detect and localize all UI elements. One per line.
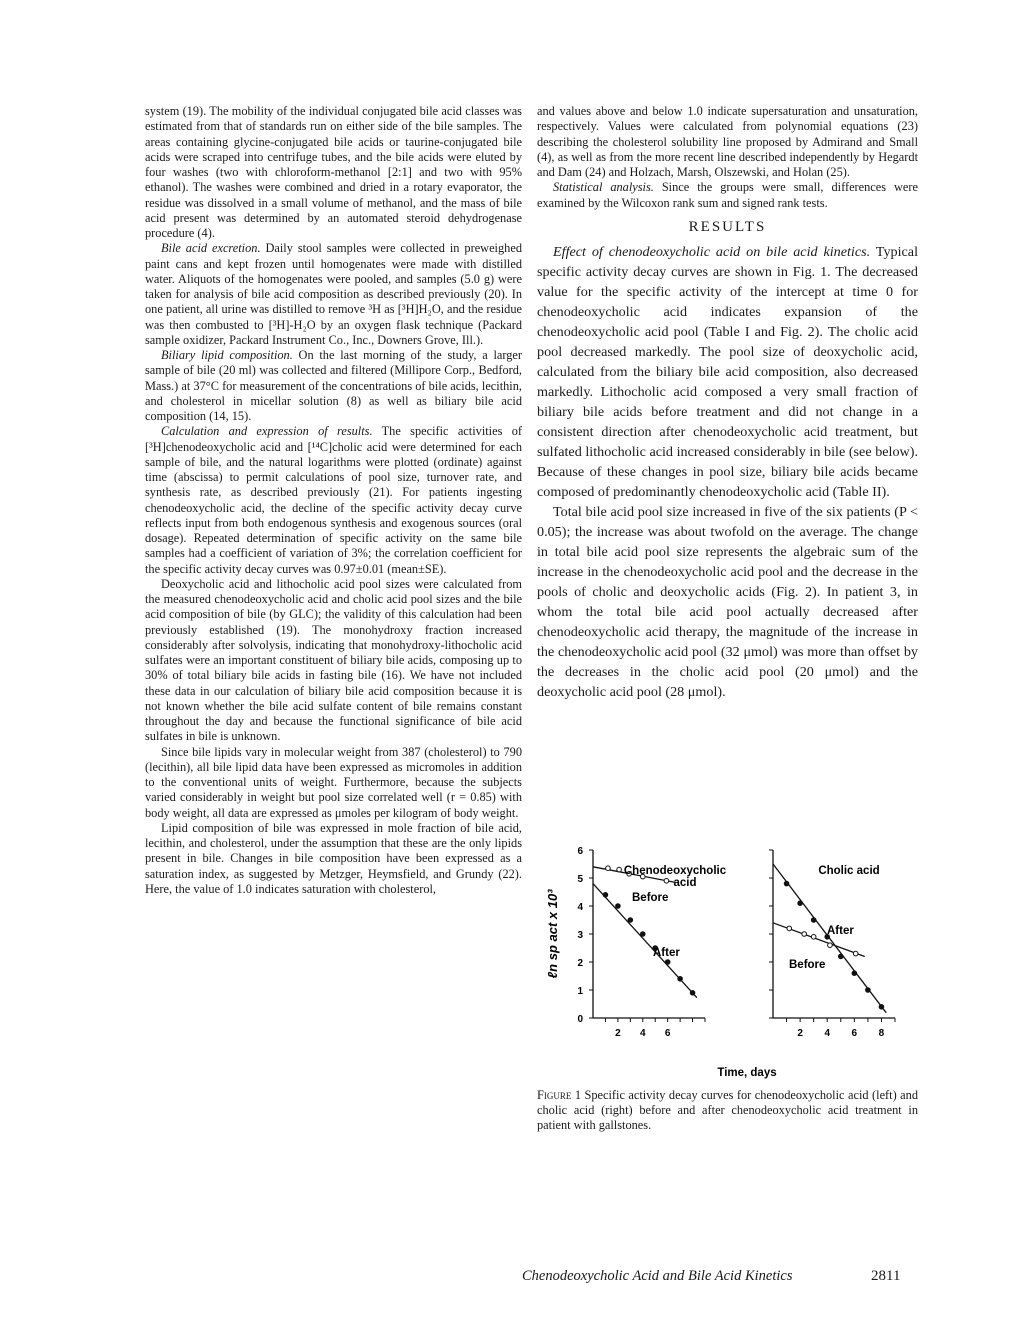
decay-curves-chart [537,836,918,1086]
right-column [537,104,918,702]
data-point-after [603,893,608,898]
paragraph-body: The specific activities of [³H]chenodeoxycholic acid and [¹⁴C]cholic acid were determined for each sample of bile, and the natural logarithms were plotted (ordinate) against time (abscissa) to permit calculations of pool size, turnover rate, and synthesis rate, as described previously (21). For patients ingesting chenodeoxycholic acid, the decline of the specific activity decay curve reflects input from both endogenous synthesis and exogenous sources (oral dosage). Repeated determination of specific activity on the same bile samples had a coefficient of variation of 3%; the correlation coefficient for the specific activity decay curves was 0.97±0.01 (mean±SE). [145,424,522,576]
figure-label: Figure 1 [537,1088,582,1102]
data-point-before [787,926,792,931]
x-tick-label: 2 [615,1028,621,1039]
data-point-after [852,971,857,976]
x-tick-label: 6 [664,1028,671,1039]
series-label-before: Before [789,959,826,971]
data-point-after [640,932,645,937]
page-number: 2811 [871,1268,901,1284]
paragraph-statistical-analysis [537,180,918,211]
paragraph: system (19). The mobility of the individual conjugated bile acid classes was estimated from that of standards run on either side of the bile samples. The areas containing glycine-conjugated bile acids or taurine-conjugated bile acids were scraped into centrifuge tubes, and the bile acids were eluted by four washes (two with chloroform-methanol [2:1] and two with 95% ethanol). The washes were combined and dried in a rotary evaporator, the residue was dissolved in a small volume of methanol, and the mass of bile acid present was determined by an automated steroid dehydrogenase procedure (4). [145,104,522,240]
data-point-after [678,977,683,982]
paragraph: Since bile lipids vary in molecular weight from 387 (cholesterol) to 790 (lecithin), all bile lipid data have been expressed as micromoles in addition to the conventional units of weight. Furthermore, because the subjects varied considerably in weight but pool size correlated well (r = 0.85) with body weight, all data are expressed as μmoles per kilogram of body weight. [145,744,522,820]
data-point-before [664,879,669,884]
series-label-after: After [827,925,854,937]
x-tick-label: 2 [797,1028,803,1039]
series-label-after: After [653,947,680,959]
paragraph-bile-acid-excretion [145,241,522,348]
paragraph: and values above and below 1.0 indicate supersaturation and unsaturation, respectively. Values were calculated from polynomial equations (23) describing the cholesterol solubility line proposed by Admirand and Small (4), as well as from the more recent line described independently by Hegardt and Dam (24) and Holzach, Marsh, Olszewski, and Holan (25). [537,104,918,179]
x-tick-label: 4 [824,1028,831,1039]
run-in-heading: Bile acid excretion. [161,241,261,256]
data-point-after [798,901,803,906]
data-point-after [784,881,789,886]
run-in-heading: Effect of chenodeoxycholic acid on bile acid kinetics. [553,243,871,260]
y-tick-label: 0 [577,1014,583,1025]
paragraph-biliary-lipid [145,348,522,424]
paragraph-calculation [145,424,522,577]
running-title: Chenodeoxycholic Acid and Bile Acid Kinetics [522,1268,793,1284]
data-point-after [866,988,871,993]
y-tick-label: 3 [577,930,583,941]
series-label-before: Before [632,892,669,904]
paragraph-body: Typical specific activity decay curves are shown in Fig. 1. The decreased value for the specific activity of the intercept at time 0 for chenodeoxycholic acid indicates expansion of the chenodeoxycholic acid pool (Table I and Fig. 2). The cholic acid pool decreased markedly. The pool size of deoxycholic acid, calculated from the biliary bile acid composition, also decreased markedly. Lithocholic acid composed a very small fraction of biliary bile acids before treatment and did not change in a consistent direction after chenodeoxycholic acid treatment, but sulfated lithocholic acid increased considerably in bile (see below). Because of these changes in pool size, biliary bile acids became composed of predominantly chenodeoxycholic acid (Table II). [537,243,918,500]
panel-title: Cholic acid [818,865,880,877]
data-point-after [690,991,695,996]
data-point-after [811,918,816,923]
y-tick-label: 2 [577,958,583,969]
data-point-after [665,960,670,965]
paragraph-body: On the last morning of the study, a larger sample of bile (20 ml) was collected and filtered (Millipore Corp., Bedford, Mass.) at 37°C for measurement of the concentrations of bile acids, lecithin, and cholesterol in micellar solution (8) as well as biliary bile acid composition (14, 15). [145,348,522,423]
y-tick-label: 1 [577,986,583,997]
x-tick-label: 6 [851,1028,858,1039]
data-point-after [879,1005,884,1010]
x-axis-label: Time, days [717,1067,777,1079]
y-tick-label: 6 [577,846,583,857]
run-in-heading: Calculation and expression of results. [161,424,373,439]
data-point-before [802,932,807,937]
panel-title: acid [673,877,697,889]
caption-text: Specific activity decay curves for chenodeoxycholic acid (left) and cholic acid (right) before and after chenodeoxycholic acid treatment in patient with gallstones. [537,1088,918,1132]
data-point-before [606,866,611,871]
panel-title: Chenodeoxycholic [623,865,727,877]
paragraph-effect [537,242,918,502]
data-point-after [628,918,633,923]
y-tick-label: 4 [577,902,583,913]
y-axis-label: ℓn sp act x 10³ [545,889,560,979]
figure-caption [537,1088,918,1133]
results-heading: RESULTS [688,218,767,235]
left-column [145,104,522,897]
data-point-before [828,943,833,948]
y-tick-label: 5 [577,874,583,885]
paragraph: Lipid composition of bile was expressed in mole fraction of bile acid, lecithin, and cholesterol, under the assumption that these are the only lipids present in bile. Changes in bile composition have been expressed as a saturation index, as suggested by Metzger, Heymsfield, and Grundy (22). Here, the value of 1.0 indicates saturation with cholesterol, [145,820,522,896]
run-in-heading: Statistical analysis. [553,180,654,195]
data-point-before [617,867,622,872]
data-point-after [616,904,621,909]
data-point-before [811,935,816,940]
x-tick-label: 4 [639,1028,646,1039]
x-tick-label: 8 [878,1028,885,1039]
data-point-after [838,954,843,959]
paragraph-body: Daily stool samples were collected in preweighed paint cans and kept frozen until homogenates were made with distilled water. Aliquots of the homogenates were pooled, and samples (5.0 g) were taken for analysis of bile acid composition as described previously (20). In one patient, all urine was distilled to remove ³H as [³H]H₂O, and the residue was then combusted to [³H]-H₂O by an oxygen flask technique (Packard sample oxidizer, Packard Instrument Co., Inc., Downers Grove, Ill.). [145,241,522,347]
paragraph: Deoxycholic acid and lithocholic acid pool sizes were calculated from the measured chenodeoxycholic acid and cholic acid pool sizes and the bile acid composition of bile (by GLC); the validity of this calculation had been previously established (19). The monohydroxy fraction increased considerably after solvolysis, indicating that monohydroxy-lithocholic acid sulfates were an important constituent of biliary bile acids, composing up to 30% of total biliary bile acids in fasting bile (16). We have not included these data in our calculation of biliary bile acid composition because it is not known whether the bile acid sulfate content of bile remains constant throughout the day and because the functional significance of bile acid sulfates in bile is unknown. [145,576,522,744]
paragraph-body: Since the groups were small, differences were examined by the Wilcoxon rank sum and signed rank tests. [537,180,918,210]
run-in-heading: Biliary lipid composition. [161,348,293,362]
figure-1 [537,836,918,1086]
data-point-before [853,951,858,956]
paragraph: Total bile acid pool size increased in five of the six patients (P < 0.05); the increase was about twofold on the average. The change in total bile acid pool size represents the algebraic sum of the increase in the chenodeoxycholic acid pool and the decrease in the pools of cholic and deoxycholic acids (Fig. 2). In patient 3, in whom the total bile acid pool actually decreased after chenodeoxycholic acid therapy, the magnitude of the increase in the chenodeoxycholic acid pool (32 μmol) was more than offset by the decreases in the cholic acid pool (20 μmol) and the deoxycholic acid pool (28 μmol). [537,503,918,700]
